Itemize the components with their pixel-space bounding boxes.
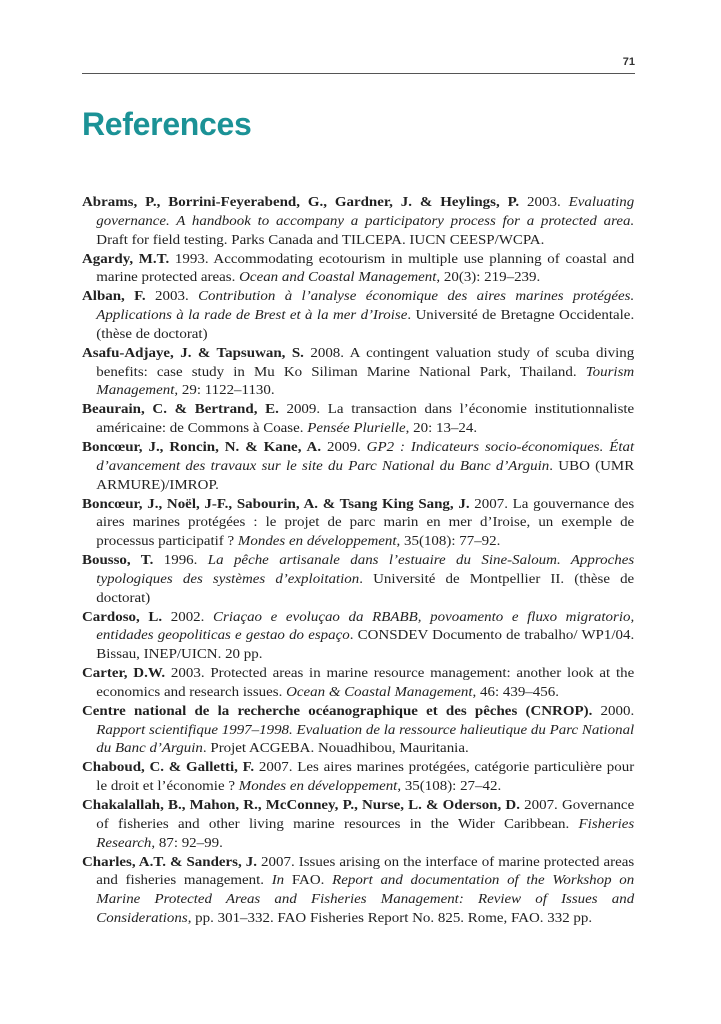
ref-author: Abrams, P., Borrini-Feyerabend, G., Gardner, J. & Heylings, P.	[82, 194, 520, 209]
ref-year: 2009	[327, 438, 357, 454]
ref-text-2: FAO.	[291, 872, 325, 888]
ref-author: Boncœur, J., Roncin, N. & Kane, A.	[82, 438, 322, 454]
ref-year: 2000	[600, 702, 631, 718]
ref-rest: , pp. 301–332. FAO Fisheries Report No. 825. Rome, FAO. 332 pp.	[187, 910, 593, 926]
reference-item: Abrams, P., Borrini-Feyerabend, G., Gardner, J. & Heylings, P. 2003. Evaluating governance. A handbook to accompany a participatory process for a protected area. Draft for field testing. Parks Canada and TILCEPA. IUCN CEESP/WCPA.	[82, 194, 635, 247]
ref-text: La gouvernance des aires marines protégées : le projet de parc marin en mer d’Iroise, un exemple de processus participatif ?	[96, 495, 635, 549]
ref-rest: , 35(108): 77–92.	[396, 533, 501, 549]
reference-list	[82, 193, 634, 928]
reference-item: Alban, F. 2003. Contribution à l’analyse économique des aires marines protégées. Applications à la rade de Brest et à la mer d’Iroise. Université de Bretagne Occidentale. (thèse de doctorat)	[82, 288, 635, 341]
ref-year: 2007	[524, 797, 555, 812]
reference-item: Carter, D.W. 2003. Protected areas in marine resource management: another look at the economics and research issues. Ocean & Coastal Management, 46: 439–456.	[82, 665, 635, 699]
ref-rest: , 87: 92–99.	[151, 834, 223, 850]
ref-text: Issues arising on the interface of marine protected areas and fisheries management.	[96, 853, 635, 888]
reference-item: Chaboud, C. & Galletti, F. 2007. Les aires marines protégées, catégorie particulière pour le droit et l’économie ? Mondes en développement, 35(108): 27–42.	[82, 759, 635, 794]
ref-rest: , 46: 439–456.	[472, 683, 559, 699]
ref-rest: . Projet ACGEBA. Nouadhibou, Mauritania.	[202, 740, 469, 756]
ref-journal: Mondes en développement	[237, 533, 397, 549]
reference-item: Centre national de la recherche océanographique et des pêches (CNROP). 2000. Rapport scientifique 1997–1998. Evaluation de la ressource halieutique du Parc National du Banc d’Arguin. Projet ACGEBA. Nouadhibou, Mauritania.	[82, 702, 635, 756]
ref-rest: . CONSDEV Documento de trabalho/ WP1/04. Bissau, INEP/UICN. 20 pp.	[96, 627, 635, 662]
ref-year: 2003	[170, 665, 201, 681]
ref-text: La transaction dans l’économie institutionnaliste américaine: de Commons à Coase.	[96, 401, 635, 436]
ref-rest: , 29: 1122–1130.	[174, 382, 275, 398]
ref-text: Protected areas in marine resource management: another look at the economics and research issues.	[96, 665, 635, 699]
ref-rest: , 20(3): 219–239.	[436, 269, 541, 285]
reference-item: Boncœur, J., Noël, J-F., Sabourin, A. & Tsang King Sang, J. 2007. La gouvernance des aires marines protégées : le projet de parc marin en mer d’Iroise, un exemple de processus participatif ? Mondes en développement, 35(108): 77–92.	[82, 495, 635, 549]
ref-rest: . Université de Bretagne Occidentale. (thèse de doctorat)	[96, 307, 635, 341]
ref-author: Boncœur, J., Noël, J-F., Sabourin, A. & Tsang King Sang, J.	[82, 495, 470, 511]
ref-year: 2007	[258, 759, 289, 775]
ref-title: GP2 : Indicateurs socio-économiques. État d’avancement des travaux sur le site du Parc National du Banc d’Arguin	[96, 438, 635, 473]
ref-journal: Tourism Management	[96, 363, 635, 398]
ref-year: 1996	[163, 552, 194, 568]
ref-author: Alban, F.	[82, 288, 146, 304]
ref-author: Chaboud, C. & Galletti, F.	[82, 759, 255, 775]
ref-author: Centre national de la recherche océanographique et des pêches (CNROP).	[82, 702, 593, 718]
ref-text: Governance of fisheries and other living marine resources in the Wider Caribbean.	[96, 797, 635, 831]
ref-year: 2003	[155, 288, 185, 304]
ref-author: Cardoso, L.	[82, 608, 163, 624]
ref-journal: Fisheries Research	[96, 815, 635, 850]
ref-year: 1993	[174, 250, 205, 266]
ref-rest: . Université de Montpellier II. (thèse de doctorat)	[96, 570, 635, 605]
reference-item: Cardoso, L. 2002. Criaçao e evoluçao da RBABB, povoamento e fluxo migratorio, entidades geopoliticas e gestao do espaço. CONSDEV Documento de trabalho/ WP1/04. Bissau, INEP/UICN. 20 pp.	[82, 608, 635, 662]
ref-title: La pêche artisanale dans l’estuaire du Sine-Saloum. Approches typologiques des systèmes d’exploitation	[96, 552, 635, 586]
ref-author: Asafu-Adjaye, J. & Tapsuwan, S.	[82, 344, 304, 360]
ref-year: 2007	[474, 495, 505, 511]
reference-item: Boncœur, J., Roncin, N. & Kane, A. 2009. GP2 : Indicateurs socio-économiques. État d’avancement des travaux sur le site du Parc National du Banc d’Arguin. UBO (UMR ARMURE)/IMROP.	[82, 438, 635, 492]
ref-year: 2009	[286, 401, 317, 417]
ref-text: A contingent valuation study of scuba diving benefits: case study in Mu Ko Siliman Marine National Park, Thailand.	[96, 344, 635, 379]
ref-journal: Ocean and Coastal Management	[239, 269, 437, 285]
ref-text: Accommodating ecotourism in multiple use planning of coastal and marine protected areas.	[96, 250, 635, 285]
ref-author: Chakalallah, B., Mahon, R., McConney, P., Nurse, L. & Oderson, D.	[82, 797, 520, 812]
reference-item: Beaurain, C. & Bertrand, E. 2009. La transaction dans l’économie institutionnaliste américaine: de Commons à Coase. Pensée Plurielle, 20: 13–24.	[82, 401, 635, 436]
ref-rest: Draft for field testing. Parks Canada and TILCEPA. IUCN CEESP/WCPA.	[96, 231, 545, 247]
ref-author: Agardy, M.T.	[82, 250, 170, 266]
ref-journal: Ocean & Coastal Management	[286, 683, 473, 699]
ref-author: Bousso, T.	[82, 552, 154, 568]
ref-year: 2008	[310, 344, 341, 360]
ref-title: Evaluating governance. A handbook to accompany a participatory process for a protected area.	[96, 194, 635, 228]
ref-year: 2003	[527, 194, 557, 209]
ref-rest: , 20: 13–24.	[405, 420, 478, 436]
ref-year: 2002	[170, 608, 201, 624]
page-number: 71	[622, 56, 635, 68]
ref-title: Rapport scientifique 1997–1998. Evaluation de la ressource halieutique du Parc National du Banc d’Arguin	[96, 721, 635, 756]
ref-journal: Mondes en développement	[238, 778, 398, 794]
reference-item: Chakalallah, B., Mahon, R., McConney, P., Nurse, L. & Oderson, D. 2007. Governance of fisheries and other living marine resources in the Wider Caribbean. Fisheries Research, 87: 92–99.	[82, 797, 635, 850]
ref-journal: Pensée Plurielle	[307, 420, 406, 436]
page-title: References	[82, 106, 252, 142]
ref-author: Carter, D.W.	[82, 665, 166, 681]
ref-title: Criaçao e evoluçao da RBABB, povoamento e fluxo migratorio, entidades geopoliticas e gestao do espaço	[96, 608, 635, 643]
ref-journal: Report and documentation of the Workshop on Marine Protected Areas and Fisheries Management: Review of Issues and Considerations	[96, 872, 635, 926]
reference-item: Charles, A.T. & Sanders, J. 2007. Issues arising on the interface of marine protected areas and fisheries management. In FAO. Report and documentation of the Workshop on Marine Protected Areas and Fisheries Management: Review of Issues and Considerations, pp. 301–332. FAO Fisheries Report No. 825. Rome, FAO. 332 pp.	[82, 853, 635, 926]
header-rule	[82, 73, 635, 74]
ref-author: Beaurain, C. & Bertrand, E.	[82, 401, 279, 417]
reference-item: Bousso, T. 1996. La pêche artisanale dans l’estuaire du Sine-Saloum. Approches typologiques des systèmes d’exploitation. Université de Montpellier II. (thèse de doctorat)	[82, 552, 635, 605]
ref-in-word: In	[271, 872, 285, 888]
ref-rest: , 35(108): 27–42.	[397, 778, 502, 794]
reference-item: Asafu-Adjaye, J. & Tapsuwan, S. 2008. A contingent valuation study of scuba diving benefits: case study in Mu Ko Siliman Marine National Park, Thailand. Tourism Management, 29: 1122–1130.	[82, 344, 635, 398]
ref-title: Contribution à l’analyse économique des aires marines protégées. Applications à la rade de Brest et à la mer d’Iroise	[96, 288, 635, 323]
ref-author: Charles, A.T. & Sanders, J.	[82, 853, 258, 869]
ref-text: Les aires marines protégées, catégorie particulière pour le droit et l’économie ?	[96, 759, 635, 794]
ref-rest: . UBO (UMR ARMURE)/IMROP.	[96, 457, 635, 492]
reference-item: Agardy, M.T. 1993. Accommodating ecotourism in multiple use planning of coastal and marine protected areas. Ocean and Coastal Management, 20(3): 219–239.	[82, 250, 635, 285]
ref-year: 2007	[261, 853, 291, 869]
